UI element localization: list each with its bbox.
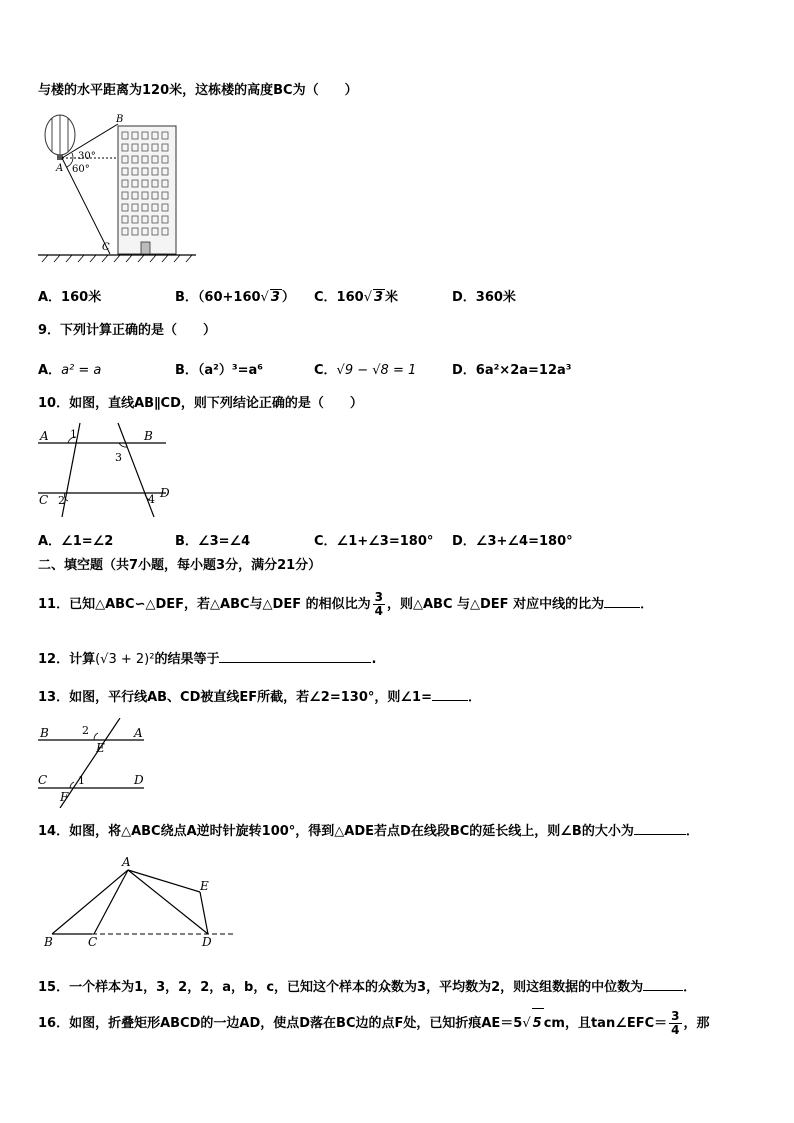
q15 (38, 978, 696, 997)
q16-pre: 16．如图，折叠矩形ABCD的一边AD，使点D落在BC边的点F处，已知折痕AE＝5 (38, 1016, 523, 1031)
q15-end: ． (683, 980, 697, 995)
q9-option-a-expr: a² = a (61, 363, 102, 378)
q13-answer-blank[interactable] (432, 688, 468, 701)
q8-angle-30: 30° (78, 151, 96, 162)
q10-label-d: D (160, 486, 170, 500)
q16-frac-den: 4 (671, 1023, 680, 1037)
q14-label-a: A (122, 855, 131, 869)
q14-text: 14．如图，将△ABC绕点A逆时针旋转100°，得到△ADE若点D在线段BC的延长线上，则∠B的大小为 (38, 824, 634, 839)
q9-option-a[interactable] (38, 359, 101, 378)
q11-fraction (373, 591, 385, 618)
q11 (38, 590, 653, 620)
q14-answer-blank[interactable] (634, 822, 686, 835)
q8-figure (38, 108, 198, 268)
q8-option-c[interactable] (314, 286, 398, 305)
q13-text: 13．如图，平行线AB、CD被直线EF所截，若∠2=130°，则∠1= (38, 690, 432, 705)
q8-option-d[interactable]: D．360米 (452, 290, 516, 305)
q13-angle-2: 2 (82, 724, 89, 737)
q14 (38, 822, 699, 841)
q10-option-a[interactable]: A．∠1=∠2 (38, 534, 114, 549)
q10-angle-3: 3 (115, 451, 122, 464)
q8-options (38, 286, 738, 306)
q9-option-b[interactable]: B．（a²）³=a⁶ (175, 363, 263, 378)
q15-text: 15．一个样本为1，3，2，2，a，b，c，已知这个样本的众数为3，平均数为2，则这组数据的中位数为 (38, 980, 644, 995)
q8-option-c-pre: C．160 (314, 290, 364, 305)
q16-fraction (669, 1010, 681, 1037)
q9-option-d[interactable]: D．6a²×2a=12a³ (452, 363, 572, 378)
q8-label-b: B (116, 114, 124, 125)
q9-option-c[interactable] (314, 359, 416, 378)
q8-angle-60: 60° (72, 164, 90, 175)
q11-frac-den: 4 (374, 604, 383, 618)
sqrt-icon: √ (260, 290, 269, 305)
q8-option-b[interactable] (175, 286, 295, 305)
q10-label-b: B (144, 429, 153, 443)
q13-figure (38, 718, 146, 808)
q14-label-e: E (200, 879, 209, 893)
q9-option-a-pre: A． (38, 363, 62, 378)
q13-angle-1: 1 (78, 774, 85, 787)
sqrt-icon: √ (522, 1016, 531, 1031)
q16 (38, 1008, 710, 1039)
q8-label-a: A (56, 163, 64, 174)
q8-option-c-post: 米 (385, 290, 399, 305)
q10-label-a: A (40, 429, 49, 443)
q16-frac-num: 3 (671, 1009, 680, 1023)
q11-frac-num: 3 (374, 590, 383, 604)
q9-options (38, 359, 738, 379)
q9-option-c-pre: C． (314, 363, 337, 378)
q14-label-c: C (88, 935, 98, 949)
q13-end: ． (467, 690, 481, 705)
q13-label-f: F (60, 790, 69, 804)
q8-label-c: C (102, 242, 110, 253)
q8-stem: 与楼的水平距离为120米，这栋楼的高度BC为（ ） (38, 83, 358, 98)
q11-answer-blank[interactable] (604, 595, 640, 608)
q12-pre: 12．计算 (38, 652, 96, 667)
section-2-heading: 二、填空题（共7小题，每小题3分，满分21分） (38, 558, 322, 573)
q14-label-d: D (202, 935, 212, 949)
q10-option-b[interactable]: B．∠3=∠4 (175, 534, 251, 549)
q12 (38, 650, 376, 669)
q16-mid: cm，且tan∠EFC＝ (543, 1016, 668, 1031)
q10-angle-4: 4 (148, 493, 155, 506)
q10-stem: 10．如图，直线AB∥CD，则下列结论正确的是（ ） (38, 396, 363, 411)
sqrt-icon: √ (363, 290, 372, 305)
q13-label-a: A (134, 726, 143, 740)
q11-pre: 11．已知△ABC∽△DEF，若△ABC与△DEF 的相似比为 (38, 597, 371, 612)
q11-end: ． (640, 597, 654, 612)
q9-option-c-expr: √9 − √8 = 1 (336, 363, 417, 378)
q9-stem: 9．下列计算正确的是（ ） (38, 323, 217, 338)
q12-post: 的结果等于 (154, 652, 220, 667)
q16-radicand: 5 (532, 1008, 544, 1039)
q12-expr: (√3 + 2)² (95, 652, 155, 667)
q15-answer-blank[interactable] (643, 978, 683, 991)
q10-options (38, 530, 738, 550)
q10-figure (38, 421, 174, 519)
q13-label-b: B (40, 726, 49, 740)
q12-answer-blank[interactable] (219, 650, 371, 663)
q10-option-c[interactable]: C．∠1+∠3=180° (314, 534, 434, 549)
q14-label-b: B (44, 935, 53, 949)
q13-label-e: E (96, 741, 105, 755)
q10-angle-1: 1 (70, 428, 77, 441)
q8-option-a[interactable]: A．160米 (38, 290, 102, 305)
q14-end: ． (685, 824, 699, 839)
q10-label-c: C (39, 493, 49, 507)
q13 (38, 688, 481, 707)
q8-option-c-radicand: 3 (373, 290, 384, 305)
q11-post: ，则△ABC 与△DEF 对应中线的比为 (386, 597, 605, 612)
q10-angle-2: 2 (58, 494, 65, 507)
q13-label-c: C (38, 773, 48, 787)
q13-label-d: D (134, 773, 144, 787)
q14-figure (38, 852, 238, 952)
q12-end: . (371, 652, 377, 667)
q16-post: ，那 (683, 1016, 710, 1031)
q8-option-b-post: ） (281, 290, 295, 305)
q8-option-b-pre: B．（60+160 (175, 290, 261, 305)
q8-option-b-radicand: 3 (270, 290, 280, 305)
q10-option-d[interactable]: D．∠3+∠4=180° (452, 534, 573, 549)
